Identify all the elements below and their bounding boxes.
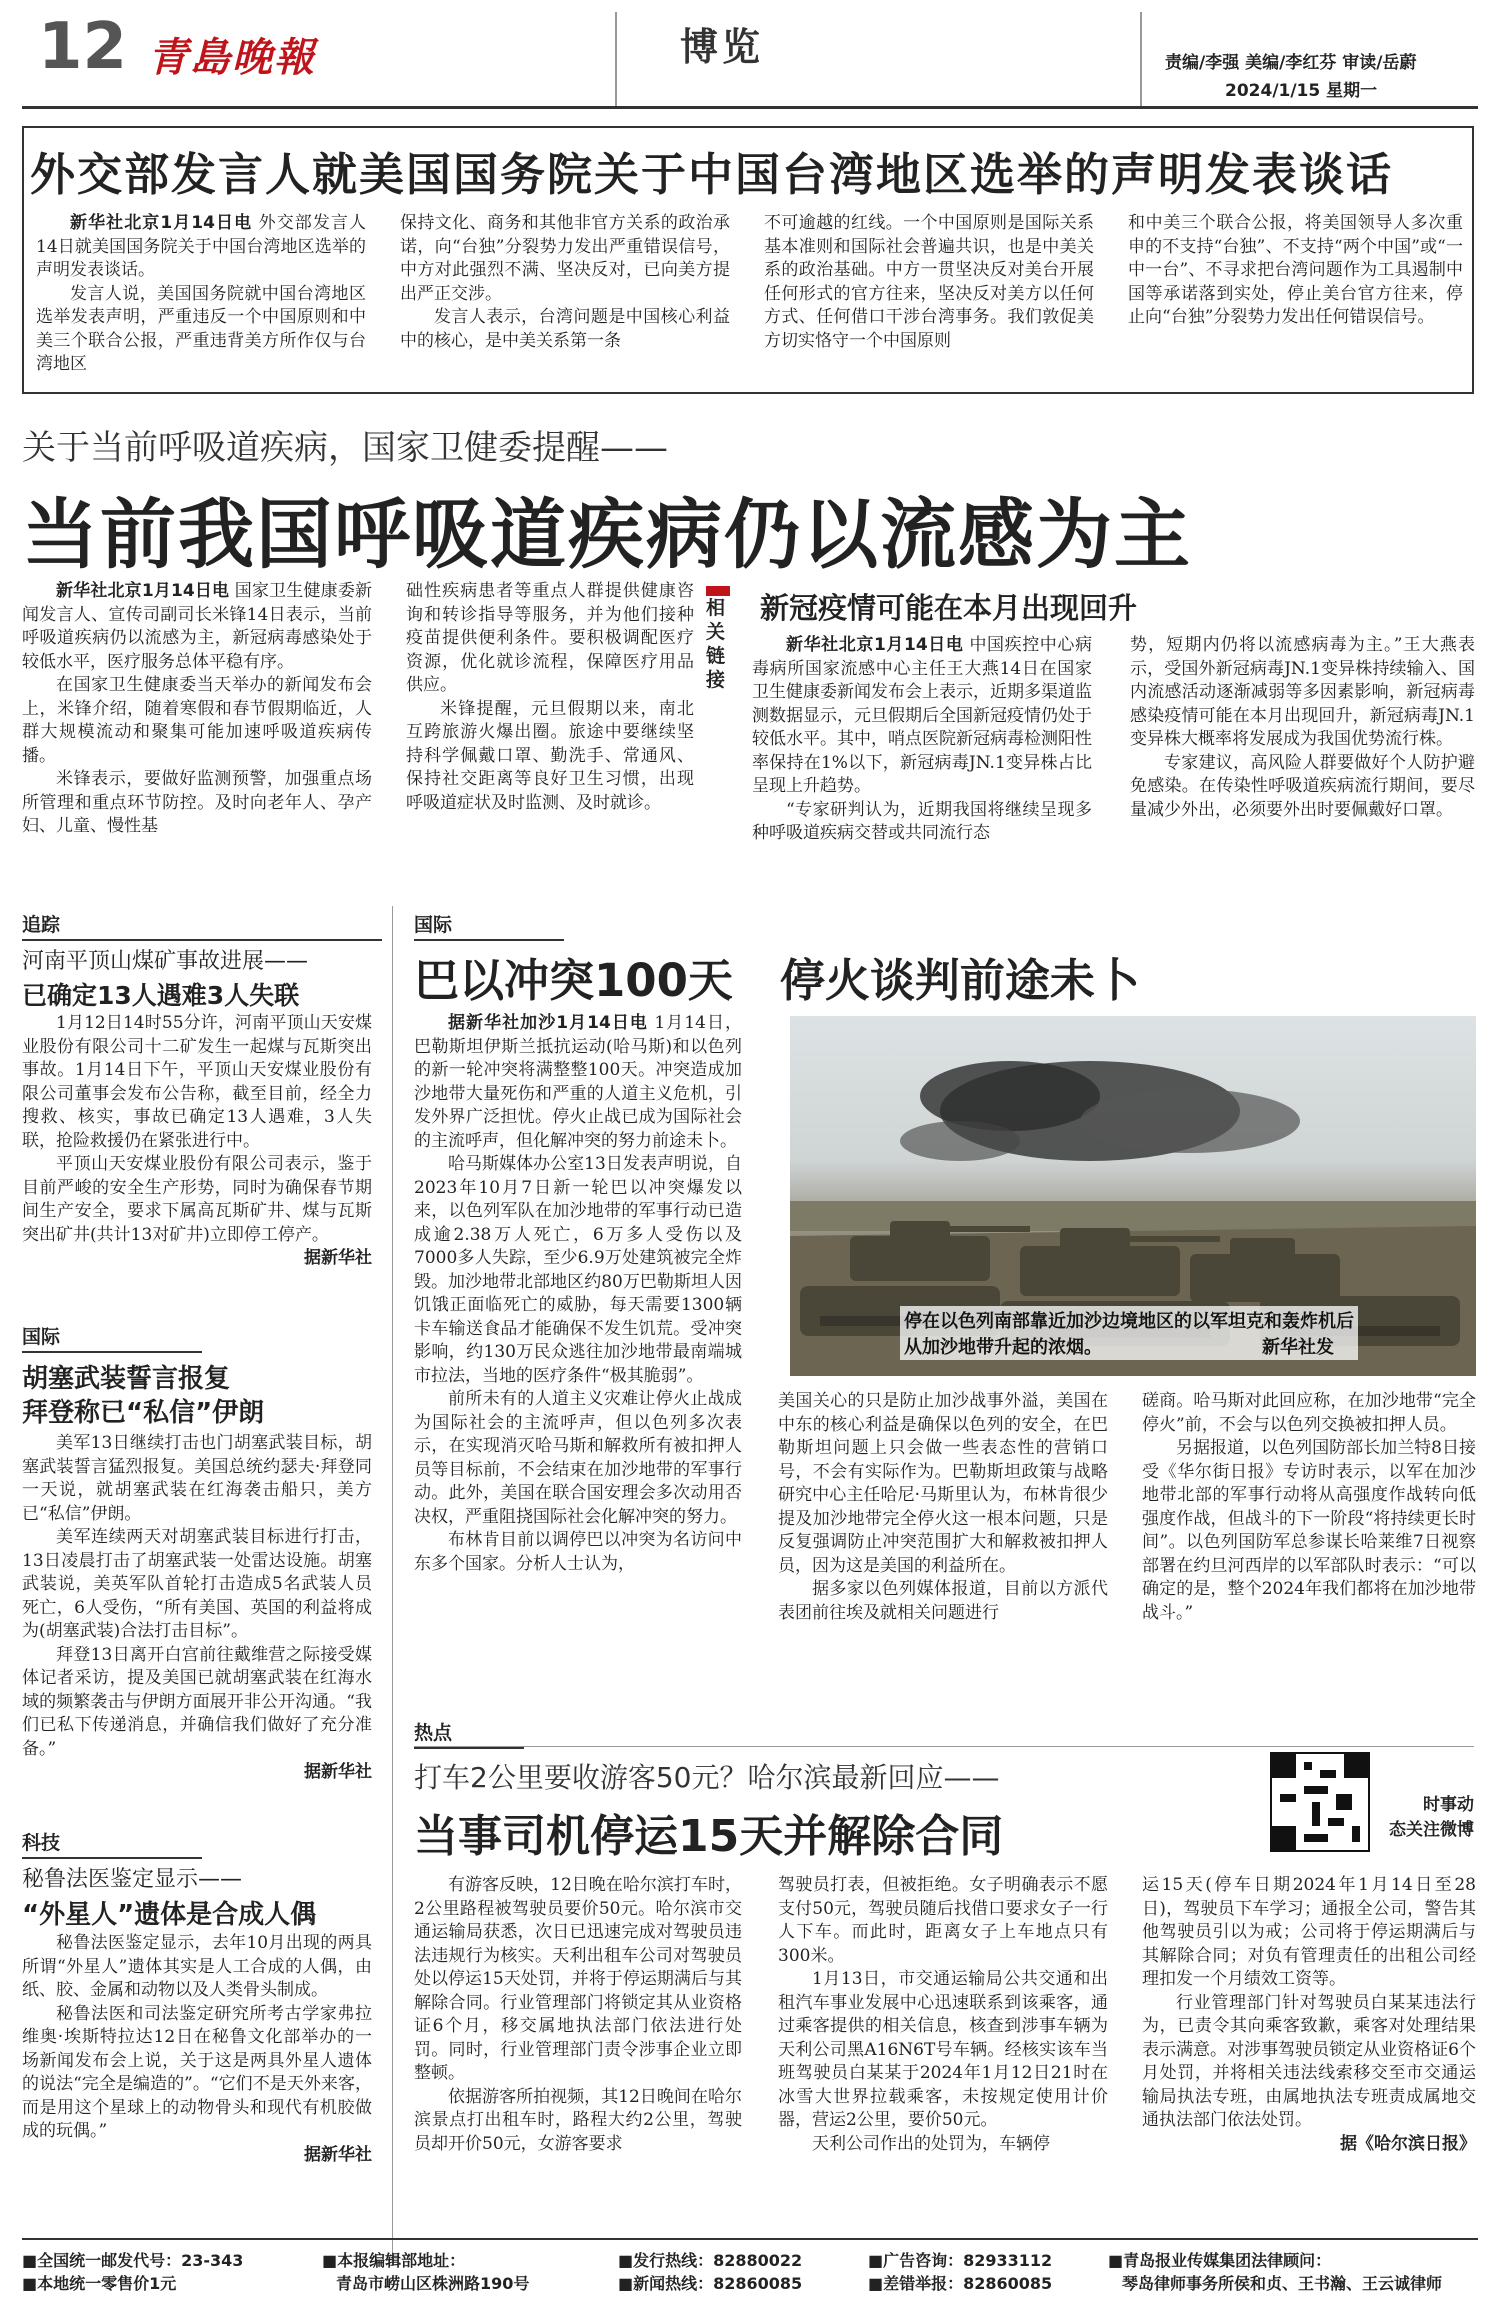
date: 2024/1/15 星期一 <box>1225 81 1378 101</box>
harbin-title: 当事司机停运15天并解除合同 <box>414 1811 1004 1862</box>
footer-item: ■全国统一邮发代号：23-343 ■本地统一零售价1元 <box>22 2251 244 2293</box>
gaza-title: 巴以冲突100天 停火谈判前途未卜 <box>414 954 1140 1007</box>
article1-col2: 保持文化、商务和其他非官方关系的政治承诺，向“台独”分裂势力发出严重错误信号，中方对此强烈不满、坚决反对，已向美方提出严正交涉。 发言人表示，台湾问题是中国核心利益中的核心，是中美关系第一条 <box>400 213 730 351</box>
qr-icon <box>1272 1754 1368 1850</box>
houthi-title2: 拜登称已“私信”伊朗 <box>22 1398 265 1428</box>
footer-bar <box>22 2248 1478 2294</box>
paper-logo: 青島晚報 <box>148 34 316 81</box>
gaza-col2: 美国关心的只是防止加沙战事外溢，美国在中东的核心利益是确保以色列的安全，在巴勒斯坦问题上只会做一些表态性的营销口号，不会有实际作为。巴勒斯坦政策与战略研究中心主任哈尼·马斯里认为，布林肯很少提及加沙地带完全停火这一根本问题，只是反复强调防止冲突范围扩大和解救被扣押人员，因为这是美国的利益所在。 据多家以色列媒体报道，目前以方派代表团前往埃及就相关问题进行 <box>778 1391 1108 1623</box>
footer-item: ■本报编辑部地址： 青岛市崂山区株洲路190号 <box>322 2251 530 2293</box>
article2-col3: 新华社北京1月14日电 中国疾控中心病毒病所国家流感中心主任王大燕14日在国家卫生健康委新闻发布会上表示，近期多渠道监测数据显示，元旦假期后全国新冠疫情仍处于较低水平。其中，哨点医院新冠病毒检测阳性率保持在1%以下，新冠病毒JN.1变异株占比呈现上升趋势。 “专家研判认为，近期我国将继续呈现多种呼吸道疾病交替或共同流行态 <box>752 635 1092 843</box>
harbin-col1: 有游客反映，12日晚在哈尔滨打车时，2公里路程被驾驶员要价50元。哈尔滨市交通运输局获悉，次日已迅速完成对驾驶员违法违规行为核实。天利出租车公司对驾驶员处以停运15天处罚，并将于停运期满后与其解除合同。行业管理部门将锁定其从业资格证6个月，移交属地执法部门依法进行处罚。同时，行业管理部门责令涉事企业立即整顿。 依据游客所拍视频，其12日晚间在哈尔滨景点打出租车时，路程大约2公里，驾驶员却开价50元，女游客要求 <box>414 1875 742 2154</box>
alien-body: 秘鲁法医鉴定显示，去年10月出现的两具所谓“外星人”遗体其实是人工合成的人偶，由纸、胶、金属和动物以及人类骨头制成。 秘鲁法医和司法鉴定研究所考古学家弗拉维奥·埃斯特拉达12日在秘鲁文化部举办的一场新闻发布会上说，关于这是两具外星人遗体的说法“完全是编造的”。“它们不是天外来客，而是用这个星球上的动物骨头和现代有机胶做成的玩偶。” 据新华社 <box>22 1933 372 2165</box>
footer-rule <box>22 2238 1478 2240</box>
coal-body: 1月12日14时55分许，河南平顶山天安煤业股份有限公司十二矿发生一起煤与瓦斯突出事故。1月14日下午，平顶山天安煤业股份有限公司董事会发布公告称，截至目前，经全力搜救、核实，事故已确定13人遇难，3人失联，抢险救援仍在紧张进行中。 平顶山天安煤业股份有限公司表示，鉴于目前严峻的安全生产形势，同时为确保春节期间生产安全，要求下属高瓦斯矿井、煤与瓦斯突出矿井(共计13对矿井)立即停工停产。 据新华社 <box>22 1013 372 1268</box>
masthead-rule <box>22 106 1478 109</box>
related-link-label: 相关链接 <box>706 586 730 692</box>
section-label-hot: 热点 <box>414 1718 524 1745</box>
section-label-tech: 科技 <box>22 1828 202 1855</box>
houthi-body: 美军13日继续打击也门胡塞武装目标，胡塞武装誓言猛烈报复。美国总统约瑟夫·拜登同一天说，就胡塞武装在红海袭击船只，美方已“私信”伊朗。 美军连续两天对胡塞武装目标进行打击，13日凌晨打击了胡塞武装一处雷达设施。胡塞武装说，美英军队首轮打击造成5名武装人员死亡，6人受伤，“所有美国、英国的利益将成为(胡塞武装)合法打击目标”。 拜登13日离开白宫前往戴维营之际接受媒体记者采访，提及美国已就胡塞武装在红海水域的频繁袭击与伊朗方面展开非公开沟通。“我们已私下传递消息，并确信我们做好了充分准备。” 据新华社 <box>22 1433 372 1782</box>
article1-col4: 和中美三个联合公报，将美国领导人多次重申的不支持“台独”、不支持“两个中国”或“一中一台”、不寻求把台湾问题作为工具遏制中国等承诺落到实处，停止美台官方往来，停止向“台独”分裂势力发出任何错误信号。 <box>1128 213 1463 327</box>
footer-item: ■青岛报业传媒集团法律顾问： 琴岛律师事务所侯和贞、王书瀚、王云诚律师 <box>1108 2251 1443 2293</box>
masthead-divider <box>615 12 617 106</box>
editors: 责编/李强 美编/李红芬 审读/岳蔚 <box>1165 53 1417 73</box>
harbin-col3: 运15天(停车日期2024年1月14日至28日)，驾驶员下车学习；通报全公司，警告其他驾驶员引以为戒；公司将于停运期满后与其解除合同；对负有管理责任的出租公司经理扣发一个月绩效工资等。 行业管理部门针对驾驶员白某某违法行为，已责令其向乘客致歉，乘客对处理结果表示满意。对涉事驾驶员锁定从业资格证6个月处罚，并将相关违法线索移交至市交通运输局执法专班，由属地执法专班责成属地交通执法部门依法处罚。 据《哈尔滨日报》 <box>1142 1875 1476 2154</box>
footer-item: ■发行热线：82880022 ■新闻热线：82860085 <box>618 2251 803 2293</box>
section-label-intl: 国际 <box>22 1322 202 1349</box>
gaza-col1: 据新华社加沙1月14日电 1月14日，巴勒斯坦伊斯兰抵抗运动(哈马斯)和以色列的新一轮冲突将满整整100天。冲突造成加沙地带大量死伤和严重的人道主义危机，引发外界广泛担忧。停火止战已成为国际社会的主流呼声，但化解冲突的努力前途未卜。 哈马斯媒体办公室13日发表声明说，自2023年10月7日新一轮巴以冲突爆发以来，以色列军队在加沙地带的军事行动已造成逾2.38万人死亡，6万多人受伤以及7000多人失踪，至少6.9万处建筑被完全炸毁。加沙地带北部地区约80万巴勒斯坦人因饥饿正面临死亡的威胁，每天需要1300辆卡车输送食品才能确保不发生饥荒。受冲突影响，约130万民众逃往加沙地带最南端城市拉法，当地的医疗条件“极其脆弱”。 前所未有的人道主义灾难让停火止战成为国际社会的主流呼声，但以色列多次表示，在实现消灭哈马斯和解救所有被扣押人员等目标前，不会结束在加沙地带的军事行动。此外，美国在联合国安理会多次动用否决权，严重阻挠国际社会化解冲突的努力。 布林肯目前以调停巴以冲突为名访问中东多个国家。分析人士认为， <box>414 1013 742 1574</box>
qr-code[interactable] <box>1270 1752 1370 1852</box>
article1-title: 外交部发言人就美国国务院关于中国台湾地区选举的声明发表谈话 <box>30 148 1394 201</box>
article1-col1: 新华社北京1月14日电 外交部发言人14日就美国国务院关于中国台湾地区选举的声明发表谈话。 发言人说，美国国务院就中国台湾地区选举发表声明，严重违反一个中国原则和中美三个联合公报，严重违背美方所作仅与台湾地区 <box>36 213 366 374</box>
hot-rule <box>414 1746 1474 1747</box>
article2-col4: 势，短期内仍将以流感病毒为主。”王大燕表示，受国外新冠病毒JN.1变异株持续输入、国内流感活动逐渐减弱等多因素影响，新冠病毒感染疫情可能在本月出现回升，新冠病毒JN.1变异株大概率将发展成为我国优势流行株。 专家建议，高风险人群要做好个人防护避免感染。在传染性呼吸道疾病流行期间，要尽量减少外出，必须要外出时要佩戴好口罩。 <box>1130 635 1475 820</box>
harbin-kicker: 打车2公里要收游客50元？哈尔滨最新回应—— <box>414 1761 1000 1794</box>
alien-kicker: 秘鲁法医鉴定显示—— <box>22 1867 243 1892</box>
article2-col2: 础性疾病患者等重点人群提供健康咨询和转诊指导等服务，并为他们接种疫苗提供便利条件。要积极调配医疗资源，优化就诊流程，保障医疗用品供应。 米锋提醒，元旦假期以来，南北互跨旅游火爆出圈。旅途中要继续坚持科学佩戴口罩、勤洗手、常通风、保持社交距离等良好卫生习惯，出现呼吸道症状及时监测、及时就诊。 <box>406 581 694 813</box>
houthi-title1: 胡塞武装誓言报复 <box>22 1364 231 1394</box>
photo-caption: 停在以色列南部靠近加沙边境地区的以军坦克和轰炸机后 从加沙地带升起的浓烟。 新华社发 <box>900 1306 1358 1360</box>
masthead-divider <box>1140 12 1142 106</box>
footer-item: ■广告咨询：82933112 ■差错举报：82860085 <box>868 2251 1053 2293</box>
section-title: 博览 <box>680 24 765 69</box>
article2-kicker: 关于当前呼吸道疾病，国家卫健委提醒—— <box>22 428 668 468</box>
coal-kicker: 河南平顶山煤矿事故进展—— <box>22 949 309 974</box>
section-label-trace: 追踪 <box>22 910 382 937</box>
harbin-col2: 驾驶员打表，但被拒绝。女子明确表示不愿支付50元，驾驶员随后找借口要求女子一行人下车。而此时，距离女子上车地点只有300米。 1月13日，市交通运输局公共交通和出租汽车事业发展中心迅速联系到该乘客，通过乘客提供的相关信息，核查到涉事车辆为天利公司黑A16N6T号车辆。经核实该车当班驾驶员白某某于2024年1月12日21时在冰雪大世界拉载乘客，未按规定使用计价器，营运2公里，要价50元。 天利公司作出的处罚为，车辆停 <box>778 1875 1108 2154</box>
column-divider <box>392 906 393 2266</box>
article2-col1: 新华社北京1月14日电 国家卫生健康委新闻发言人、宣传司副司长米锋14日表示，当前呼吸道疾病仍以流感为主，新冠病毒感染处于较低水平，医疗服务总体平稳有序。 在国家卫生健康委当天举办的新闻发布会上，米锋介绍，随着寒假和春节假期临近，人群大规模流动和聚集可能加速呼吸道疾病传播。 米锋表示，要做好监测预警，加强重点场所管理和重点环节防控。及时向老年人、孕产妇、儿童、慢性基 <box>22 581 372 836</box>
alien-title: “外星人”遗体是合成人偶 <box>22 1900 317 1930</box>
article2-title: 当前我国呼吸道疾病仍以流感为主 <box>22 490 1192 579</box>
coal-title: 已确定13人遇难3人失联 <box>22 981 300 1010</box>
qr-label: 时事动 态关注微博 <box>1389 1795 1474 1840</box>
gaza-col3: 磋商。哈马斯对此回应称，在加沙地带“完全停火”前，不会与以色列交换被扣押人员。 另据报道，以色列国防部长加兰特8日接受《华尔街日报》专访时表示，以军在加沙地带北部的军事行动将从高强度作战转向低强度作战，但战斗的下一阶段“将持续更长时间”。以色列国防军总参谋长哈莱维7日视察部署在约旦河西岸的以军部队时表示：“可以确定的是，整个2024年我们都将在加沙地带战斗。” <box>1142 1391 1476 1623</box>
article1-col3: 不可逾越的红线。一个中国原则是国际关系基本准则和国际社会普遍共识，也是中美关系的政治基础。中方一贯坚决反对美台开展任何形式的官方往来，坚决反对美方以任何方式、任何借口干涉台湾事务。我们敦促美方切实恪守一个中国原则 <box>764 213 1094 351</box>
gaza-photo <box>790 1016 1476 1376</box>
related-subtitle: 新冠疫情可能在本月出现回升 <box>760 591 1138 625</box>
section-label-intl-gaza: 国际 <box>414 910 564 937</box>
page-number: 12 <box>38 10 128 84</box>
